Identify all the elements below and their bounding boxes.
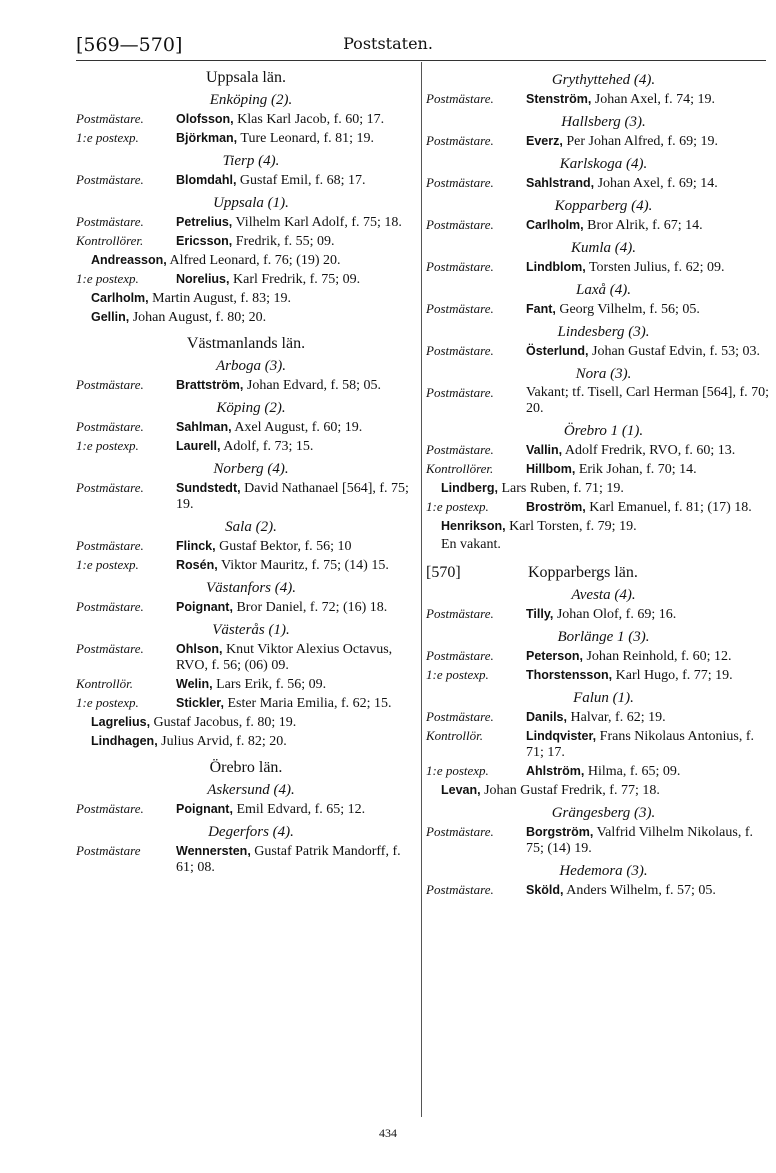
county-heading: Kopparbergs län. — [528, 564, 638, 581]
staff-name: Lindberg, — [441, 481, 498, 495]
staff-name: Ohlson, — [176, 642, 223, 656]
staff-name: Gellin, — [91, 310, 130, 324]
post-office-heading: Askersund (4). — [207, 782, 295, 798]
staff-entry — [76, 438, 416, 455]
post-office-heading: Grängesberg (3). — [551, 805, 656, 821]
post-office-heading: Nora (3). — [575, 366, 632, 382]
staff-role: Postmästare. — [426, 882, 494, 897]
staff-details — [526, 461, 771, 478]
staff-entry — [426, 606, 771, 623]
staff-details — [176, 130, 416, 147]
post-office-heading: Hallsberg (3). — [561, 114, 646, 130]
staff-role: Postmästare. — [426, 824, 494, 839]
staff-name: Andreasson, — [91, 253, 167, 267]
staff-entry — [76, 130, 416, 147]
staff-info: Ture Leonard, f. 81; 19. — [240, 131, 375, 146]
staff-details — [526, 709, 771, 726]
staff-entry — [426, 667, 771, 684]
staff-entry — [76, 557, 416, 574]
staff-info: Bror Alrik, f. 67; 14. — [587, 218, 703, 233]
staff-role: 1:e postexp. — [426, 763, 489, 778]
post-office-heading: Örebro 1 (1). — [563, 423, 644, 439]
staff-entry — [426, 648, 771, 665]
staff-entry — [426, 499, 771, 516]
staff-details — [176, 480, 416, 513]
staff-details — [176, 801, 416, 818]
staff-name: Wennersten, — [176, 844, 251, 858]
staff-info: Ester Maria Emilia, f. 62; 15. — [227, 696, 392, 711]
staff-details — [526, 217, 771, 234]
staff-name: Sköld, — [526, 883, 564, 897]
staff-details — [526, 442, 771, 459]
staff-role: Postmästare. — [76, 111, 144, 126]
staff-role: Postmästare. — [76, 801, 144, 816]
staff-details — [526, 259, 771, 276]
staff-role: 1:e postexp. — [76, 557, 139, 572]
staff-info: Viktor Mauritz, f. 75; (14) 15. — [220, 558, 389, 573]
staff-entry — [76, 252, 416, 269]
post-office-heading: Enköping (2). — [209, 92, 293, 108]
staff-details — [526, 824, 771, 857]
staff-info: Johan Axel, f. 69; 14. — [597, 176, 718, 191]
staff-details — [176, 538, 416, 555]
staff-role: Postmästare. — [426, 343, 494, 358]
staff-entry — [426, 461, 771, 478]
staff-details — [526, 763, 771, 780]
right-column — [426, 66, 771, 901]
staff-info: Johan Olof, f. 69; 16. — [556, 607, 677, 622]
post-office-heading: Hedemora (3). — [559, 863, 648, 879]
staff-name: Lagrelius, — [91, 715, 151, 729]
staff-info: Valfrid Vilhelm Nikolaus, f. 75; (14) 19. — [526, 825, 754, 856]
staff-info: Anders Wilhelm, f. 57; 05. — [566, 883, 716, 898]
staff-name: Rosén, — [176, 558, 218, 572]
post-office-heading: Grythyttehed (4). — [551, 72, 656, 88]
staff-role: Postmästare — [76, 843, 141, 858]
staff-entry — [426, 385, 771, 417]
staff-name: Poignant, — [176, 802, 233, 816]
staff-details — [526, 606, 771, 623]
staff-name: Carlholm, — [91, 291, 149, 305]
staff-name: Levan, — [441, 783, 481, 797]
staff-name: Österlund, — [526, 344, 589, 358]
staff-details — [176, 557, 416, 574]
section-reference: [570] — [426, 564, 461, 581]
post-office-heading: Karlskoga (4). — [559, 156, 648, 172]
post-office-heading: Tierp (4). — [222, 153, 280, 169]
staff-details — [176, 641, 416, 674]
staff-name: Vallin, — [526, 443, 563, 457]
staff-role: Kontrollörer. — [76, 233, 144, 248]
staff-name: Danils, — [526, 710, 567, 724]
staff-name: Flinck, — [176, 539, 216, 553]
column-divider — [421, 62, 422, 1117]
staff-info: Adolf Fredrik, RVO, f. 60; 13. — [564, 443, 736, 458]
staff-name: Norelius, — [176, 272, 230, 286]
staff-info: Torsten Julius, f. 62; 09. — [588, 260, 725, 275]
post-office-heading: Sala (2). — [225, 519, 277, 535]
staff-info: Knut Viktor Alexius Octavus, RVO, f. 56; (06) 09. — [176, 642, 393, 673]
staff-entry — [426, 763, 771, 780]
staff-info: Fredrik, f. 55; 09. — [235, 234, 335, 249]
staff-details — [176, 599, 416, 616]
staff-details — [176, 438, 416, 455]
section-reference: [569—570] — [76, 34, 183, 56]
staff-entry — [76, 641, 416, 674]
staff-entry — [426, 882, 771, 899]
post-office-heading: Västerås (1). — [212, 622, 290, 638]
staff-info: David Nathanael [564], f. 75; 19. — [176, 481, 409, 512]
staff-info: Johan August, f. 80; 20. — [132, 310, 267, 325]
staff-info: Axel August, f. 60; 19. — [234, 420, 363, 435]
staff-role: Kontrollör. — [76, 676, 133, 691]
staff-role: Kontrollör. — [426, 728, 483, 743]
staff-entry — [426, 301, 771, 318]
staff-name: Welin, — [176, 677, 213, 691]
staff-entry — [426, 537, 771, 553]
staff-name: Fant, — [526, 302, 556, 316]
staff-role: Postmästare. — [426, 133, 494, 148]
staff-entry — [76, 676, 416, 693]
staff-entry — [76, 480, 416, 513]
staff-name: Björkman, — [176, 131, 238, 145]
staff-info: Gustaf Bektor, f. 56; 10 — [219, 539, 352, 554]
staff-name: Broström, — [526, 500, 586, 514]
staff-info: Erik Johan, f. 70; 14. — [578, 462, 697, 477]
county-heading: Uppsala län. — [206, 69, 286, 86]
staff-info: Johan Reinhold, f. 60; 12. — [586, 649, 732, 664]
staff-info: Adolf, f. 73; 15. — [223, 439, 314, 454]
staff-role: Postmästare. — [426, 217, 494, 232]
staff-info: Johan Gustaf Edvin, f. 53; 03. — [592, 344, 760, 359]
post-office-heading: Uppsala (1). — [213, 195, 289, 211]
staff-entry — [76, 377, 416, 394]
page-number: 434 — [379, 1126, 397, 1140]
staff-entry — [76, 290, 416, 307]
staff-name: Petrelius, — [176, 215, 233, 229]
staff-entry — [426, 343, 771, 360]
staff-entry — [76, 599, 416, 616]
staff-info: Gustaf Jacobus, f. 80; 19. — [153, 715, 297, 730]
staff-details — [526, 667, 771, 684]
post-office-heading: Borlänge 1 (3). — [557, 629, 650, 645]
staff-info: Johan Edvard, f. 58; 05. — [246, 378, 382, 393]
county-heading: Örebro län. — [209, 759, 283, 776]
staff-role: 1:e postexp. — [76, 130, 139, 145]
staff-entry — [426, 133, 771, 150]
staff-role: Postmästare. — [426, 91, 494, 106]
staff-info: Johan Axel, f. 74; 19. — [594, 92, 715, 107]
post-office-heading: Laxå (4). — [576, 282, 631, 298]
staff-role: Postmästare. — [426, 709, 494, 724]
staff-details — [526, 499, 771, 516]
staff-details — [526, 133, 771, 150]
staff-details — [176, 676, 416, 693]
staff-info: Lars Erik, f. 56; 09. — [216, 677, 327, 692]
staff-info: En vakant. — [441, 537, 501, 552]
staff-entry — [426, 259, 771, 276]
staff-details — [176, 172, 416, 189]
staff-name: Blomdahl, — [176, 173, 237, 187]
staff-info: Johan Gustaf Fredrik, f. 77; 18. — [484, 783, 660, 798]
staff-name: Ericsson, — [176, 234, 233, 248]
left-column — [76, 66, 416, 878]
staff-details — [526, 728, 771, 761]
staff-details — [176, 233, 416, 250]
staff-info: Halvar, f. 62; 19. — [570, 710, 666, 725]
staff-info: Julius Arvid, f. 82; 20. — [161, 734, 287, 749]
post-office-heading: Kumla (4). — [571, 240, 636, 256]
staff-info: Georg Vilhelm, f. 56; 05. — [559, 302, 700, 317]
post-office-heading: Avesta (4). — [571, 587, 636, 603]
post-office-heading: Degerfors (4). — [208, 824, 294, 840]
staff-details — [176, 111, 416, 128]
staff-role: 1:e postexp. — [76, 695, 139, 710]
post-office-heading: Köping (2). — [216, 400, 286, 416]
staff-details — [526, 343, 771, 360]
staff-role: 1:e postexp. — [426, 499, 489, 514]
staff-info: Alfred Leonard, f. 76; (19) 20. — [169, 253, 341, 268]
staff-details — [526, 91, 771, 108]
staff-details — [176, 695, 416, 712]
staff-details — [176, 419, 416, 436]
staff-name: Borgström, — [526, 825, 594, 839]
staff-entry — [76, 843, 416, 876]
staff-role: Postmästare. — [426, 648, 494, 663]
staff-entry — [426, 217, 771, 234]
post-office-heading: Arboga (3). — [216, 358, 286, 374]
staff-details — [526, 882, 771, 899]
staff-name: Lindhagen, — [91, 734, 158, 748]
staff-name: Lindblom, — [526, 260, 586, 274]
staff-name: Everz, — [526, 134, 563, 148]
staff-info: Emil Edvard, f. 65; 12. — [236, 802, 366, 817]
staff-entry — [76, 714, 416, 731]
staff-role: Postmästare. — [426, 606, 494, 621]
staff-entry — [76, 172, 416, 189]
staff-details — [526, 301, 771, 318]
staff-name: Sahlman, — [176, 420, 232, 434]
staff-entry — [426, 518, 771, 535]
staff-entry — [426, 91, 771, 108]
staff-details — [526, 175, 771, 192]
staff-name: Olofsson, — [176, 112, 234, 126]
staff-info: Karl Torsten, f. 79; 19. — [509, 519, 637, 534]
staff-role: Postmästare. — [76, 377, 144, 392]
staff-entry — [76, 309, 416, 326]
staff-name: Stickler, — [176, 696, 224, 710]
staff-role: 1:e postexp. — [76, 271, 139, 286]
staff-entry — [426, 824, 771, 857]
staff-name: Brattström, — [176, 378, 244, 392]
staff-info: Per Johan Alfred, f. 69; 19. — [566, 134, 718, 149]
staff-entry — [76, 801, 416, 818]
post-office-heading: Norberg (4). — [213, 461, 289, 477]
staff-entry — [76, 233, 416, 250]
staff-entry — [76, 733, 416, 750]
header-rule — [76, 60, 766, 61]
staff-name: Carlholm, — [526, 218, 584, 232]
post-office-heading: Västanfors (4). — [206, 580, 296, 596]
staff-entry — [426, 709, 771, 726]
post-office-heading: Falun (1). — [573, 690, 634, 706]
staff-role: Postmästare. — [426, 385, 494, 400]
staff-name: Stenström, — [526, 92, 592, 106]
section-row — [426, 565, 771, 581]
staff-role: Postmästare. — [426, 175, 494, 190]
staff-name: Hillbom, — [526, 462, 576, 476]
staff-entry — [76, 538, 416, 555]
staff-role: Postmästare. — [76, 419, 144, 434]
staff-entry — [426, 175, 771, 192]
staff-name: Lindqvister, — [526, 729, 597, 743]
staff-info: Frans Nikolaus Antonius, f. 71; 17. — [526, 729, 755, 760]
staff-entry — [76, 271, 416, 288]
staff-entry — [426, 728, 771, 761]
staff-role: 1:e postexp. — [426, 667, 489, 682]
staff-name: Poignant, — [176, 600, 233, 614]
staff-entry — [76, 111, 416, 128]
staff-name: Sundstedt, — [176, 481, 241, 495]
staff-entry — [76, 695, 416, 712]
staff-name: Tilly, — [526, 607, 554, 621]
page-title: Poststaten. — [343, 34, 433, 53]
staff-role: 1:e postexp. — [76, 438, 139, 453]
staff-role: Postmästare. — [426, 301, 494, 316]
staff-name: Henrikson, — [441, 519, 506, 533]
staff-info: Martin August, f. 83; 19. — [152, 291, 291, 306]
staff-details — [526, 648, 771, 665]
staff-role: Postmästare. — [76, 599, 144, 614]
staff-info: Vilhelm Karl Adolf, f. 75; 18. — [235, 215, 402, 230]
staff-role: Postmästare. — [426, 259, 494, 274]
staff-name: Thorstensson, — [526, 668, 613, 682]
staff-info: Gustaf Emil, f. 68; 17. — [239, 173, 366, 188]
staff-name: Laurell, — [176, 439, 221, 453]
staff-info: Klas Karl Jacob, f. 60; 17. — [237, 112, 385, 127]
post-office-heading: Kopparberg (4). — [554, 198, 653, 214]
staff-details — [176, 843, 416, 876]
staff-info: Lars Ruben, f. 71; 19. — [501, 481, 624, 496]
staff-role: Postmästare. — [76, 214, 144, 229]
staff-role: Postmästare. — [76, 172, 144, 187]
staff-info: Karl Hugo, f. 77; 19. — [615, 668, 733, 683]
staff-details — [176, 271, 416, 288]
staff-role: Kontrollörer. — [426, 461, 494, 476]
staff-entry — [426, 442, 771, 459]
staff-entry — [76, 214, 416, 231]
county-heading: Västmanlands län. — [186, 335, 306, 352]
staff-role: Postmästare. — [76, 641, 144, 656]
post-office-heading: Lindesberg (3). — [557, 324, 650, 340]
staff-info: Karl Emanuel, f. 81; (17) 18. — [589, 500, 752, 515]
staff-role: Postmästare. — [426, 442, 494, 457]
staff-details — [176, 377, 416, 394]
staff-info: Hilma, f. 65; 09. — [587, 764, 681, 779]
staff-role: Postmästare. — [76, 480, 144, 495]
staff-info: Gustaf Patrik Mandorff, f. 61; 08. — [176, 844, 401, 875]
staff-details — [526, 385, 771, 417]
staff-name: Ahlström, — [526, 764, 585, 778]
staff-details — [176, 214, 416, 231]
staff-info: Karl Fredrik, f. 75; 09. — [233, 272, 361, 287]
staff-entry — [76, 419, 416, 436]
staff-name: Peterson, — [526, 649, 583, 663]
staff-entry — [426, 480, 771, 497]
staff-role: Postmästare. — [76, 538, 144, 553]
staff-info: Vakant; tf. Tisell, Carl Herman [564], f. 70; 20. — [526, 385, 770, 416]
staff-entry — [426, 782, 771, 799]
staff-info: Bror Daniel, f. 72; (16) 18. — [236, 600, 388, 615]
staff-name: Sahlstrand, — [526, 176, 595, 190]
